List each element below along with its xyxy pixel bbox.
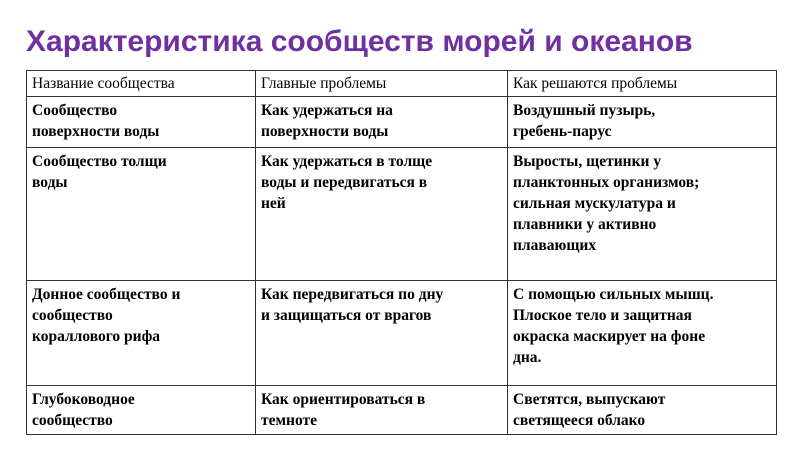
table-row	[27, 386, 777, 435]
table-header-row	[27, 71, 777, 97]
table-row	[27, 97, 777, 148]
cell-solution: Выросты, щетинки у планктонных организмов; сильная мускулатура и плавники у активно плавающих	[508, 148, 777, 281]
cell-community: Глубоководное сообщество	[27, 386, 256, 435]
cell-solution: Воздушный пузырь, гребень-парус	[508, 97, 777, 148]
cell-problem: Как удержаться на поверхности воды	[256, 97, 508, 148]
cell-solution: Светятся, выпускают светящееся облако	[508, 386, 777, 435]
cell-community: Сообщество поверхности воды	[27, 97, 256, 148]
page-title: Характеристика сообществ морей и океанов	[26, 25, 693, 58]
cell-community: Донное сообщество и сообщество кораллового рифа	[27, 281, 256, 386]
communities-table	[26, 70, 777, 435]
cell-problem: Как ориентироваться в темноте	[256, 386, 508, 435]
header-main-problems: Главные проблемы	[256, 71, 508, 97]
cell-problem: Как удержаться в толще воды и передвигаться в ней	[256, 148, 508, 281]
table-row	[27, 281, 777, 386]
header-community-name: Название сообщества	[27, 71, 256, 97]
cell-problem: Как передвигаться по дну и защищаться от врагов	[256, 281, 508, 386]
header-solutions: Как решаются проблемы	[508, 71, 777, 97]
cell-solution: С помощью сильных мышц. Плоское тело и защитная окраска маскирует на фоне дна.	[508, 281, 777, 386]
cell-community: Сообщество толщи воды	[27, 148, 256, 281]
table-row	[27, 148, 777, 281]
